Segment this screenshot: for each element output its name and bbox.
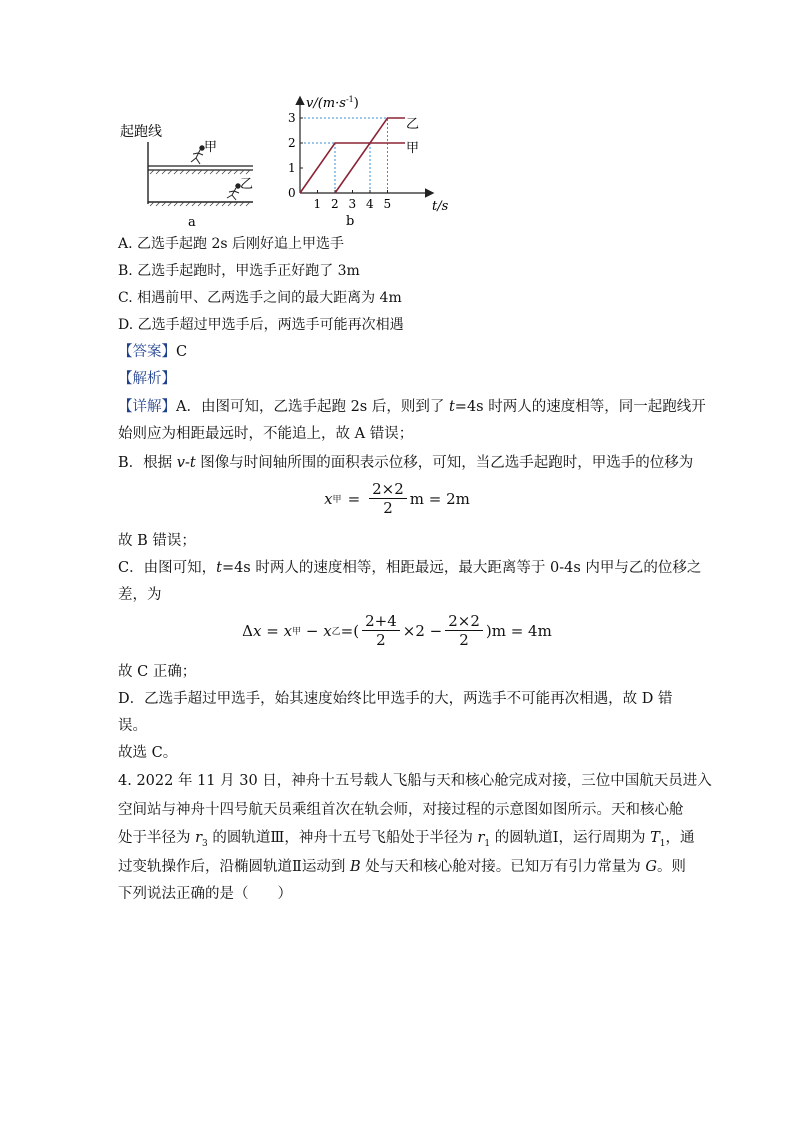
figure-a: [118, 118, 258, 230]
answer-row: [118, 342, 187, 362]
formula2-rhs: )m = 4m: [485, 621, 552, 640]
q4-l4-b: 处与天和核心舱对接。已知万有引力常量为: [360, 859, 646, 875]
formula2-den1: 2: [376, 631, 386, 649]
q4-B: B: [349, 859, 361, 875]
series-lines: [300, 118, 405, 193]
q4-l4-a: 过变轨操作后，沿椭圆轨道Ⅱ运动到: [118, 859, 350, 875]
runner-yi-icon: [227, 184, 240, 200]
x-axis-label: t/s: [432, 199, 449, 214]
q4-line4: [118, 857, 686, 877]
analysis-label: 【解析】: [118, 371, 176, 387]
q4-G: G: [645, 859, 657, 875]
q4-l3-c: 的圆轨道Ⅰ，运行周期为: [490, 830, 651, 846]
lane-hatch-upper: [150, 170, 250, 174]
figure-b-caption: b: [346, 214, 355, 229]
analysis-d-line1: D．乙选手超过甲选手，始其速度始终比甲选手的大，两选手不可能再次相遇，故 D 错: [118, 691, 673, 707]
q4-l3-a: 处于半径为: [118, 830, 196, 846]
formula1-sub: 甲: [332, 495, 342, 505]
formula1-frac: [369, 480, 407, 517]
formula1-den: 2: [383, 499, 393, 517]
formula1-num: 2×2: [369, 480, 407, 499]
q4-line1: 4. 2022 年 11 月 30 日，神舟十五号载人飞船与天和核心舱完成对接，三位中国航天员进入: [118, 773, 712, 789]
analysis-a-text-2: =4s 时两人的速度相等，同一起跑线开: [454, 399, 706, 415]
q4-r1: r: [477, 830, 485, 846]
x-tick-label-5: 5: [383, 197, 392, 211]
figure-a-caption: a: [188, 215, 196, 230]
detail-label: 【详解】: [118, 399, 176, 415]
y-axis-label-close: ): [353, 96, 359, 111]
x-tick-label-4: 4: [366, 197, 374, 211]
analysis-c-text-1: C．由图可知，: [118, 560, 217, 576]
analysis-b-text-1: B．根据: [118, 455, 177, 471]
q4-l4-c: 。则: [656, 859, 686, 875]
option-d: D. 乙选手超过甲选手后，两选手可能再次相遇: [118, 317, 404, 333]
formula2-den2: 2: [459, 631, 469, 649]
q4-r1-sub: 1: [484, 839, 491, 849]
q4-line3: [118, 828, 695, 854]
formula2-eq2: =(: [340, 621, 360, 640]
formula2-times: ×2 −: [402, 621, 443, 640]
analysis-b-text-2: 图像与时间轴所围的面积表示位移，可知，当乙选手起跑时，甲选手的位移为: [195, 455, 694, 471]
formula1-x: x: [324, 489, 333, 508]
y-tick-label-1: 1: [288, 161, 296, 175]
option-a: A. 乙选手起跑 2s 后刚好追上甲选手: [118, 236, 345, 252]
y-axis-label-sup: -1: [345, 95, 354, 104]
x-tick-label-3: 3: [348, 197, 357, 211]
start-line-label: 起跑线: [120, 124, 162, 140]
y-axis-label: [306, 95, 359, 111]
analysis-a-t: t: [448, 399, 455, 415]
series-label-jia: 甲: [406, 141, 420, 156]
answer-value: C: [176, 344, 188, 360]
final-answer: 故选 C。: [118, 745, 178, 761]
formula2-frac2: [445, 612, 483, 649]
option-b: B. 乙选手起跑时，甲选手正好跑了 3m: [118, 263, 360, 279]
figure-b: [282, 92, 462, 230]
formula1-eq: =: [347, 489, 361, 508]
x-tick-label-1: 1: [313, 197, 322, 211]
origin-label: 0: [288, 186, 296, 200]
q4-T-sub: 1: [659, 839, 666, 849]
formula2-num1: 2+4: [362, 612, 400, 631]
q4-line2: 空间站与神舟十四号航天员乘组首次在轨会师，对接过程的示意图如图所示。天和核心舱: [118, 802, 684, 818]
analysis-c-conclusion: 故 C 正确；: [118, 664, 197, 680]
analysis-a-line2: 始则应为相距最远时，不能追上，故 A 错误；: [118, 426, 414, 442]
formula2-minus: −: [301, 621, 324, 640]
series-label-yi: 乙: [406, 117, 420, 132]
runner-jia-label: 甲: [204, 140, 218, 155]
vt-chart: [282, 92, 462, 230]
analysis-c-t: t: [216, 560, 222, 576]
y-tick-label-3: 3: [288, 111, 296, 125]
formula2-eq1: =: [261, 621, 284, 640]
analysis-a-line1: [118, 397, 706, 417]
tick-labels: [288, 111, 391, 211]
formula2-x2-sub: 乙: [331, 627, 341, 637]
analysis-c-line2: 差，为: [118, 587, 162, 603]
y-axis-label-main: v/(m·s: [306, 96, 346, 111]
analysis-a-text-1: A．由图可知，乙选手起跑 2s 后，则到了: [176, 399, 449, 415]
analysis-d-line2: 误。: [118, 718, 147, 734]
formula1-rhs: m = 2m: [409, 489, 470, 508]
q4-T: T: [650, 830, 660, 846]
formula2-x1: x: [283, 621, 293, 640]
answer-label: 【答案】: [118, 344, 176, 360]
runner-yi-label: 乙: [240, 177, 254, 192]
option-c: C. 相遇前甲、乙两选手之间的最大距离为 4m: [118, 290, 402, 306]
formula-1: [0, 480, 794, 517]
formula-2: [0, 612, 794, 649]
formula2-frac1: [362, 612, 400, 649]
formula2-num2: 2×2: [445, 612, 483, 631]
q4-line5: 下列说法正确的是（ ）: [118, 886, 292, 902]
formula2-delta: Δ: [242, 621, 254, 640]
q4-r3: r: [195, 830, 203, 846]
q4-r3-sub: 3: [202, 839, 208, 849]
runner-jia-icon: [191, 146, 204, 164]
analysis-b-line1: [118, 453, 693, 473]
analysis-c-line1: [118, 558, 701, 578]
q4-l3-d: ，通: [665, 830, 695, 846]
track-diagram: [118, 118, 258, 230]
analysis-b-conclusion: 故 B 错误；: [118, 533, 196, 549]
guide-lines: [300, 118, 405, 193]
formula2-x2: x: [323, 621, 332, 640]
analysis-c-text-2: =4s 时两人的速度相等，相距最远，最大距离等于 0-4s 内甲与乙的位移之: [221, 560, 702, 576]
x-tick-label-2: 2: [331, 197, 339, 211]
formula2-x1-sub: 甲: [292, 627, 302, 637]
q4-l3-b: 的圆轨道Ⅲ，神舟十五号飞船处于半径为: [207, 830, 478, 846]
analysis-b-vt: v-t: [176, 455, 196, 471]
formula2-x: x: [253, 621, 262, 640]
y-tick-label-2: 2: [288, 136, 296, 150]
